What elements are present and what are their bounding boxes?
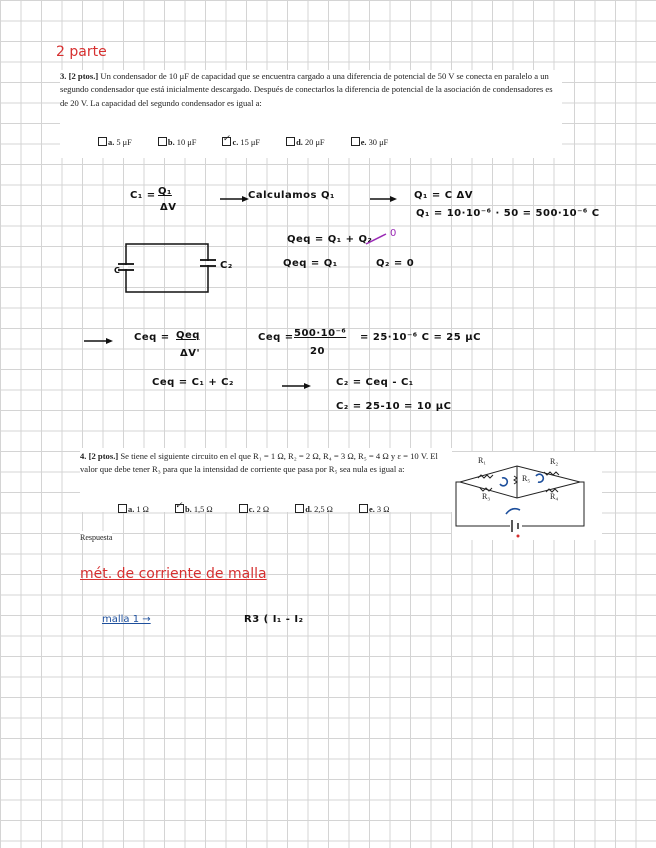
ceq2-denominator: 20 — [310, 346, 325, 357]
option-e[interactable]: e. 30 μF — [351, 138, 401, 147]
arrow-icon — [370, 196, 398, 202]
qeq-line-2: Qeq = Q₁ — [283, 258, 338, 269]
checkbox-icon[interactable] — [118, 504, 127, 513]
option-d[interactable]: d. 20 μF — [286, 138, 336, 147]
bridge-circuit — [452, 452, 602, 540]
r1-label: R₁ — [478, 456, 487, 465]
c2-formula: C₂ = Ceq - C₁ — [336, 377, 414, 388]
question-4-body: Se tiene el siguiente circuito en el que R₁ = 1 Ω, R₂ = 2 Ω, R₄ = 3 Ω, R₅ = 4 Ω y ε = 10 V. El valor que debe tener R₃ para que la intensidad de corriente que pasa por R₅ sea nula es igual a: — [80, 451, 438, 475]
arrow-icon — [220, 196, 250, 202]
c1-formula-denominator: ΔV — [160, 202, 177, 213]
malla-1-equation: R3 ( I₁ - I₂ — [244, 614, 304, 625]
r4-label: R₄ — [550, 492, 559, 501]
qeq-line-1: Qeq = Q₁ + Q₂ — [287, 234, 373, 245]
checkbox-icon[interactable] — [98, 137, 107, 146]
r2-label: R₂ — [550, 457, 559, 466]
ceq-sum: Ceq = C₁ + C₂ — [152, 377, 234, 388]
question-3-options — [98, 137, 412, 147]
option-b[interactable]: ✓ b. 1,5 Ω — [175, 505, 225, 514]
calculate-q1-label: Calculamos Q₁ — [248, 190, 335, 201]
q1-formula: Q₁ = C ΔV — [414, 190, 474, 201]
ceq2-numerator: 500·10⁻⁶ — [294, 328, 347, 339]
c1-formula-numerator: Q₁ — [158, 186, 172, 197]
r5-label: R₅ — [522, 474, 531, 483]
checkbox-icon[interactable] — [295, 504, 304, 513]
arrow-icon — [282, 383, 312, 389]
ceq-numerator: Qeq — [176, 330, 200, 341]
question-3-points: [2 ptos.] — [68, 71, 99, 81]
c2-result: C₂ = 25-10 = 10 μC — [336, 401, 452, 412]
checkbox-icon[interactable] — [351, 137, 360, 146]
question-4-options — [118, 504, 413, 514]
option-e[interactable]: e. 3 Ω — [359, 505, 401, 514]
method-title: mét. de corriente de malla — [80, 566, 267, 582]
ceq-lhs: Ceq = — [134, 332, 170, 343]
section-label: 2 parte — [56, 44, 107, 60]
option-a[interactable]: a. 1 Ω — [118, 505, 161, 514]
malla-1-label: malla 1 → — [102, 614, 151, 625]
checkbox-icon[interactable] — [286, 137, 295, 146]
qeq-strike-zero: 0 — [390, 228, 397, 239]
question-4-text — [80, 450, 452, 477]
option-c[interactable]: ✓ c. 15 μF — [222, 138, 272, 147]
strike-mark — [366, 232, 388, 246]
option-c[interactable]: c. 2 Ω — [239, 505, 281, 514]
q2-zero: Q₂ = 0 — [376, 258, 415, 269]
bridge-circuit-drawing — [452, 452, 602, 540]
question-4 — [80, 448, 452, 512]
checkbox-icon[interactable] — [359, 504, 368, 513]
capacitor-label-c1: C — [114, 266, 121, 275]
question-4-points: [2 ptos.] — [88, 451, 119, 461]
question-3-number: 3. — [60, 71, 67, 81]
checked-checkbox-icon[interactable] — [175, 504, 184, 513]
r3-label: R₃ — [482, 492, 491, 501]
q1-value: Q₁ = 10·10⁻⁶ · 50 = 500·10⁻⁶ C — [416, 208, 600, 219]
question-3-text — [60, 70, 562, 110]
arrow-icon — [84, 338, 114, 344]
ceq2-result: = 25·10⁻⁶ C = 25 μC — [360, 332, 481, 343]
capacitor-circuit-diagram — [112, 240, 212, 296]
option-b[interactable]: b. 10 μF — [158, 138, 208, 147]
checkbox-icon[interactable] — [239, 504, 248, 513]
question-4-number: 4. — [80, 451, 87, 461]
checkbox-icon[interactable] — [158, 137, 167, 146]
c1-formula-lhs: C₁ = — [130, 190, 156, 201]
ceq-denominator: ΔV' — [180, 348, 201, 359]
checked-checkbox-icon[interactable] — [222, 137, 231, 146]
capacitor-label-c2: C₂ — [220, 260, 233, 271]
option-d[interactable]: d. 2,5 Ω — [295, 505, 345, 514]
ceq2-lhs: Ceq = — [258, 332, 294, 343]
question-3-body: Un condensador de 10 μF de capacidad que se encuentra cargado a una diferencia de potencial de 50 V se conecta en paralelo a un segundo condensador que está inicialmente descargado. Después de conectarlos la diferencia de potencial de la asociación de condensadores es de 20 V. La capacidad del segundo condensador es igual a: — [60, 71, 553, 108]
cut-off-answer-text: Respuesta — [80, 533, 113, 542]
option-a[interactable]: a. 5 μF — [98, 138, 144, 147]
